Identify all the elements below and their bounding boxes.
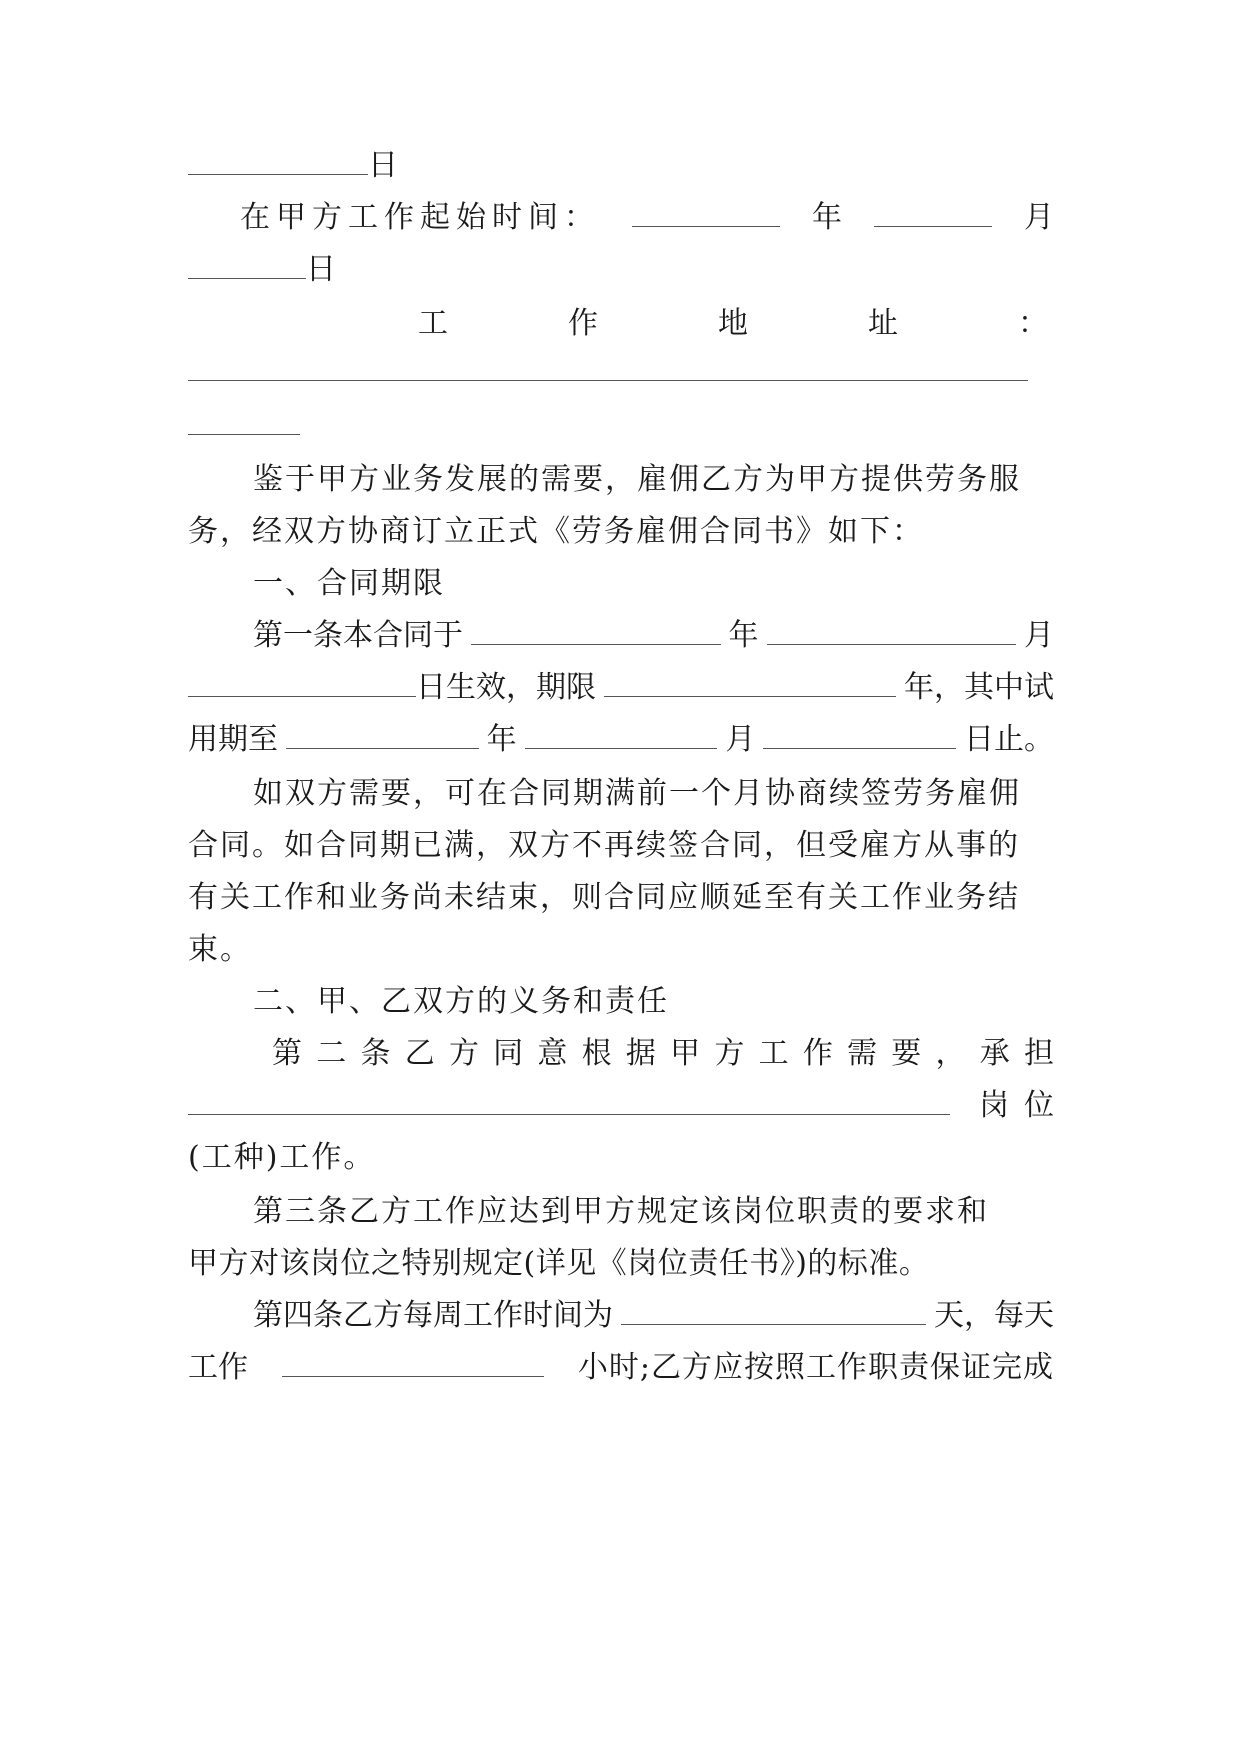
article-2-char: 同	[493, 1036, 524, 1071]
address-char: 地	[718, 306, 748, 341]
article-2-char: 根	[581, 1036, 612, 1071]
blank-field	[188, 1086, 950, 1115]
article-1-line	[188, 668, 1054, 708]
blank-field	[525, 720, 718, 749]
address-char: 工	[418, 306, 448, 341]
line-work-address	[418, 304, 1048, 344]
article-2-char: 工	[758, 1036, 789, 1071]
month-label: 月	[725, 722, 756, 757]
article-2-char: ，	[935, 1036, 966, 1071]
article-4-text: 小时;乙方应按照工作职责保证完成	[577, 1350, 1054, 1385]
article-4-text: 工作	[188, 1350, 248, 1385]
address-blank-line	[188, 380, 1028, 381]
blank-field	[286, 720, 479, 749]
article-1-text: 第一条本合同于	[253, 618, 463, 653]
blank-field	[767, 616, 1017, 645]
day-label: 日	[306, 252, 338, 287]
article-2-char: 需	[847, 1036, 878, 1071]
article-3-line: 第三条乙方工作应达到甲方规定该岗位职责的要求和	[253, 1194, 989, 1229]
blank-field	[604, 668, 896, 697]
renewal-paragraph-line: 合同。如合同期已满，双方不再续签合同，但受雇方从事的	[188, 828, 1020, 863]
address-char: ：	[1018, 306, 1048, 341]
article-2-char: 乙	[404, 1036, 435, 1071]
work-start-label: 在甲方工作起始时间：	[240, 200, 600, 235]
blank-field	[188, 250, 306, 279]
article-2-char: 岗	[979, 1088, 1009, 1123]
article-2-char: 承	[979, 1036, 1010, 1071]
address-char: 址	[868, 306, 898, 341]
intro-paragraph-line: 务，经双方协商订立正式《劳务雇佣合同书》如下：	[188, 514, 924, 549]
article-2-line: (工种)工作。	[188, 1140, 376, 1175]
line-work-start-day	[188, 250, 1054, 290]
line-work-start-time	[240, 198, 1054, 238]
article-1-text: 日生效，期限	[416, 670, 596, 705]
article-2-line	[272, 1034, 1054, 1074]
intro-paragraph-line: 鉴于甲方业务发展的需要，雇佣乙方为甲方提供劳务服	[253, 462, 1021, 497]
article-2-char: 二	[316, 1036, 347, 1071]
article-2-char: 要	[891, 1036, 922, 1071]
renewal-paragraph-line: 如双方需要，可在合同期满前一个月协商续签劳务雇佣	[253, 776, 1021, 811]
article-4-text: 第四条乙方每周工作时间为	[253, 1298, 613, 1333]
blank-field	[632, 198, 780, 227]
article-2-char: 作	[802, 1036, 833, 1071]
article-2-char: 第	[272, 1036, 302, 1071]
blank-field	[763, 720, 956, 749]
article-4-line	[253, 1296, 1054, 1336]
line-start-day	[188, 146, 1054, 186]
year-label: 年	[812, 200, 842, 235]
month-label: 月	[1024, 200, 1054, 235]
blank-field	[188, 668, 416, 697]
blank-field	[188, 146, 368, 175]
blank-field	[282, 1348, 544, 1377]
article-1-line	[253, 616, 1054, 656]
article-2-char: 意	[537, 1036, 568, 1071]
article-2-char: 位	[1024, 1088, 1054, 1123]
article-3-line: 甲方对该岗位之特别规定(详见《岗位责任书》)的标准。	[188, 1246, 930, 1281]
renewal-paragraph-line: 束。	[188, 932, 252, 967]
article-2-char: 据	[625, 1036, 656, 1071]
article-2-char: 条	[360, 1036, 391, 1071]
article-2-char: 担	[1023, 1036, 1054, 1071]
article-1-text: 年，其中试	[904, 670, 1054, 705]
article-2-char: 甲	[670, 1036, 701, 1071]
section-heading-term: 一、合同期限	[253, 566, 445, 601]
blank-field	[471, 616, 721, 645]
year-label: 年	[486, 722, 517, 757]
article-4-text: 天，每天	[934, 1298, 1054, 1333]
article-2-char: 方	[714, 1036, 745, 1071]
article-1-text: 用期至	[188, 722, 278, 757]
article-2-line	[188, 1086, 1054, 1126]
article-1-line	[188, 720, 1054, 760]
blank-field	[874, 198, 992, 227]
renewal-paragraph-line: 有关工作和业务尚未结束，则合同应顺延至有关工作业务结	[188, 880, 1020, 915]
year-label: 年	[728, 618, 759, 653]
month-label: 月	[1024, 618, 1054, 653]
section-heading-duties: 二、甲、乙双方的义务和责任	[253, 984, 669, 1019]
article-4-line	[188, 1348, 1054, 1388]
article-1-text: 日止。	[964, 722, 1054, 757]
address-blank-line	[188, 434, 300, 435]
day-label: 日	[368, 148, 400, 183]
blank-field	[621, 1296, 926, 1325]
article-2-char: 方	[448, 1036, 479, 1071]
address-char: 作	[568, 306, 598, 341]
